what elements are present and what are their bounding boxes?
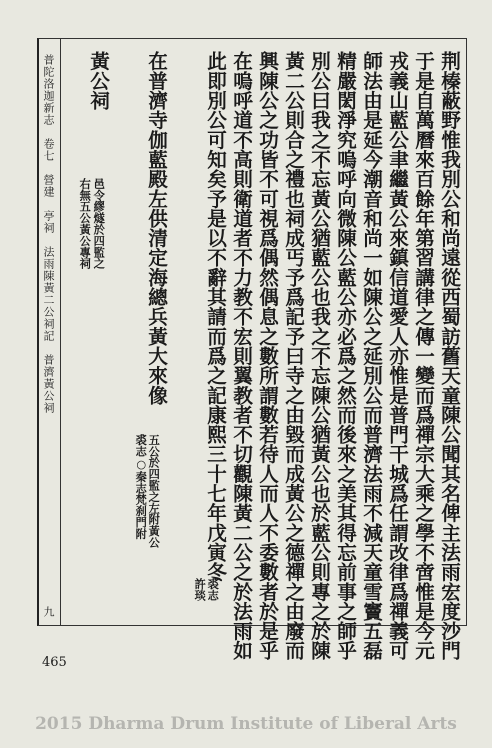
last-text-column: 在普濟寺伽藍殿左供清定海總兵黃大來像 (144, 51, 168, 405)
text-column-6: 別公曰我之不忘黃公猶藍公也我之不忘陳公猶黃公也於藍公則專之於陳 (307, 51, 331, 661)
heading-note-a: 邑令繆燧於四監之 (92, 178, 107, 270)
text-column-3: 戎義山藍公聿繼黃公來鎮信道愛人亦惟是普門干城爲任謂改律爲禪義可 (385, 51, 409, 661)
text-column-10: 此即別公可知矣予是以不辭其請而爲之記康熙三十七年戊寅冬 (203, 51, 227, 582)
margin-page-number: 九 (42, 606, 55, 618)
text-column-7: 黃二公則合之禮也祠成丐予爲記予曰寺之由毀而成黃公之德禪之由廢而 (281, 51, 305, 661)
text-column-8: 興陳公之功皆不可視爲偶然偶息之數所謂數若待人而人不委數者於是乎 (255, 51, 279, 661)
page-number: 465 (42, 655, 67, 670)
section-heading: 黃公祠 (86, 51, 110, 110)
last-note-b: 裘志○秦志梵刹門附 (134, 434, 149, 540)
watermark: 2015 Dharma Drum Institute of Liberal Arts (35, 714, 457, 734)
text-column-2: 于是自萬曆來百餘年第習講律之傳一變而爲禪宗大乘之學不啻惟是今元 (411, 51, 435, 661)
heading-note-b: 右無五公黃公專祠 (78, 178, 93, 270)
text-column-4: 師法由是延今潮音和尚一如陳公之延別公而普濟法雨不減天童雪竇五磊 (359, 51, 383, 661)
text-column-9: 在嗚呼道不高則衛道者不力教不宏則翼教者不切觀陳黃二公之於法雨如 (229, 51, 253, 661)
margin-rule (60, 38, 61, 626)
running-title: 普陀洛迦新志 卷七 營建 亭祠 法雨陳黃二公祠記 普濟黃公祠 (42, 54, 55, 414)
last-note-a: 五公於四監之左附黃公 (147, 434, 162, 548)
text-column-5: 精嚴閎淨究嗚呼向微陳公藍公亦必爲之然而後來之美其得忘前事之師乎 (333, 51, 357, 661)
source-note-col10a: 裘志 (206, 578, 221, 601)
source-note-col10b: 許琰 (193, 578, 208, 601)
text-column-1: 荆榛蔽野惟我別公和尚遠從西蜀訪舊天童陳公聞其名俾主法雨宏度沙門 (437, 51, 461, 661)
